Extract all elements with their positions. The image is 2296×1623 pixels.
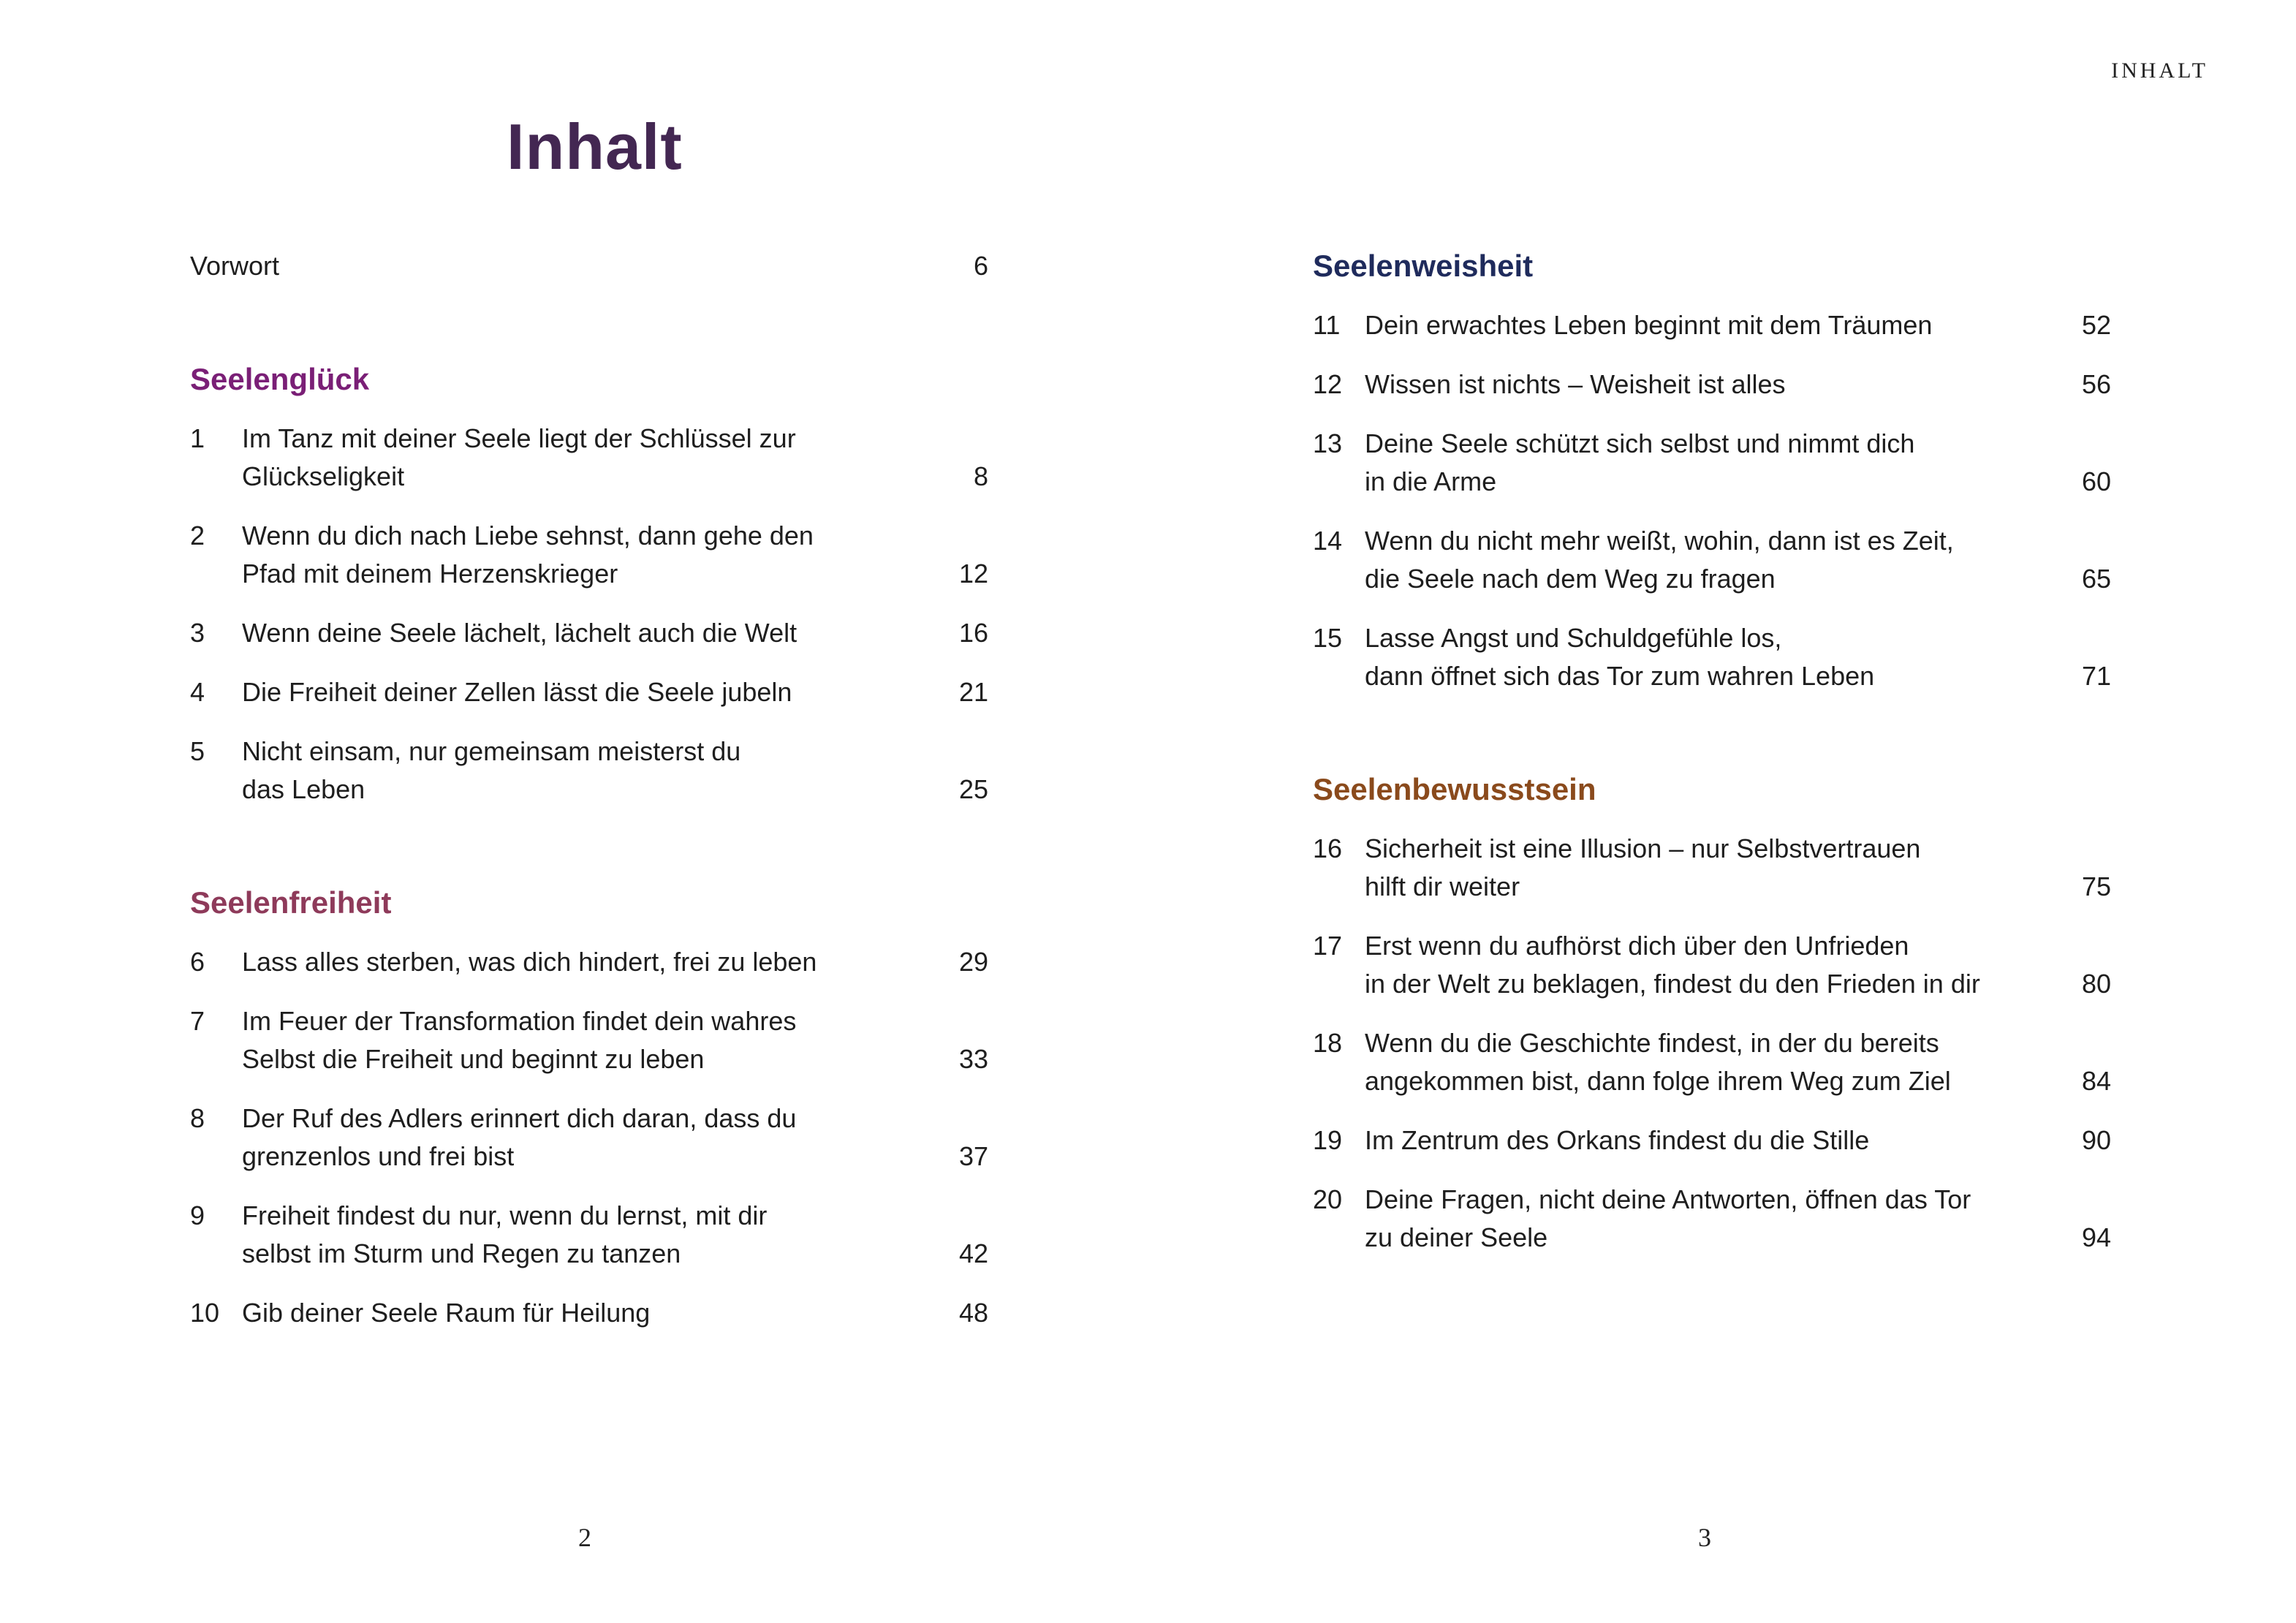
toc-entry[interactable] [190,733,988,809]
toc-entry-page: 56 [2081,369,2111,399]
toc-entry-title-line: Wenn deine Seele lächelt, lächelt auch die Welt [242,618,797,648]
toc-entry-page: 80 [2081,969,2111,999]
toc-entry-title-line: Im Zentrum des Orkans findest du die Stille [1365,1125,1870,1155]
toc-entry-title [1365,425,2031,501]
toc-entry-number: 13 [1313,428,1343,458]
toc-entry-title [242,673,908,711]
toc-entry-number: 19 [1313,1125,1343,1155]
toc-entry-title [1365,522,2031,598]
toc-entry[interactable] [1313,619,2111,695]
toc-entry-title-line: das Leben [242,774,365,804]
toc-entry-title-line: Der Ruf des Adlers erinnert dich daran, dass du [242,1103,797,1133]
toc-entry[interactable] [1313,306,2111,344]
toc-entry-page: 71 [2081,661,2111,691]
toc-entry[interactable] [190,420,988,496]
toc-entry-title-line: Deine Fragen, nicht deine Antworten, öffnen das Tor [1365,1184,1971,1214]
toc-entry-title-line: Gib deiner Seele Raum für Heilung [242,1298,651,1328]
toc-entry-page: 8 [973,461,988,491]
toc-entry-title-line: dann öffnet sich das Tor zum wahren Leben [1365,661,1875,691]
toc-entry-title: Vorwort [190,251,280,281]
toc-entry-number: 1 [190,423,205,453]
toc-section [1313,771,2111,1257]
toc-entry[interactable] [1313,1024,2111,1100]
toc-entry-vorwort[interactable] [190,247,988,285]
toc-entry[interactable] [1313,1181,2111,1257]
toc-entry-title [242,1002,908,1078]
toc-entry-title-line: in der Welt zu beklagen, findest du den Frieden in dir [1365,969,1980,999]
toc-entry-page: 21 [958,677,988,707]
toc-entry-page: 94 [2081,1222,2111,1252]
toc-entry-title-line: selbst im Sturm und Regen zu tanzen [242,1238,681,1268]
toc-entry-title [1365,1121,2031,1159]
toc-entry[interactable] [190,1002,988,1078]
page-title: Inhalt [507,110,683,183]
toc-entry-page: 42 [958,1238,988,1268]
toc-entry[interactable] [190,1100,988,1176]
toc-entry-title-line: hilft dir weiter [1365,871,1520,901]
toc-entry-page: 90 [2081,1125,2111,1155]
toc-entry-title [242,1100,908,1176]
section-heading: Seelenfreiheit [190,885,392,920]
toc-entry-title-line: Wissen ist nichts – Weisheit ist alles [1365,369,1786,399]
toc-entry-title [242,614,908,652]
toc-entry-title-line: Dein erwachtes Leben beginnt mit dem Träumen [1365,310,1933,340]
toc-entry[interactable] [190,517,988,593]
toc-entry-title [1365,366,2031,404]
toc-entry-page: 37 [958,1141,988,1171]
toc-entry-title-line: Pfad mit deinem Herzenskrieger [242,559,618,589]
toc-section [190,360,988,809]
section-heading: Seelenbewusstsein [1313,772,1596,806]
toc-entry-title [242,733,908,809]
toc-entry[interactable] [190,614,988,652]
toc-entry-page: 75 [2081,871,2111,901]
toc-entry-title [1365,619,2031,695]
toc-entry-title [242,517,908,593]
section-heading: Seelenweisheit [1313,249,1534,283]
toc-entry-number: 7 [190,1006,205,1036]
page-number-left: 2 [578,1523,591,1552]
toc-entry-title [242,1294,908,1332]
toc-entry-title-line: Sicherheit ist eine Illusion – nur Selbstvertrauen [1365,833,1921,863]
toc-entry-title [1365,1024,2031,1100]
toc-entry[interactable] [1313,927,2111,1003]
toc-entry-title [1365,830,2031,906]
toc-entry-number: 12 [1313,369,1343,399]
toc-entry[interactable] [1313,1121,2111,1159]
toc-entry-title-line: Im Feuer der Transformation findet dein wahres [242,1006,797,1036]
toc-section [1313,247,2111,695]
toc-left-column [190,247,988,1353]
toc-entry-title-line: in die Arme [1365,466,1497,496]
toc-entry-title-line: Erst wenn du aufhörst dich über den Unfrieden [1365,931,1909,961]
toc-entry-number: 15 [1313,623,1343,653]
section-heading: Seelenglück [190,362,370,396]
toc-entry-title-line: Freiheit findest du nur, wenn du lernst, mit dir [242,1200,768,1230]
toc-entry-title [242,943,908,981]
toc-entry-page: 33 [958,1044,988,1074]
toc-entry-number: 17 [1313,931,1343,961]
toc-entry-page: 52 [2081,310,2111,340]
toc-entry-page: 60 [2081,466,2111,496]
toc-entry-title-line: Nicht einsam, nur gemeinsam meisterst du [242,736,741,766]
toc-entry-page: 25 [958,774,988,804]
toc-entry-title-line: Deine Seele schützt sich selbst und nimmt dich [1365,428,1915,458]
toc-entry-title-line: Lasse Angst und Schuldgefühle los, [1365,623,1782,653]
toc-entry-number: 2 [190,521,205,551]
toc-entry-title [242,1197,908,1273]
page-number-right: 3 [1698,1523,1711,1552]
toc-entry-title [1365,927,2031,1003]
toc-entry-title-line: Wenn du dich nach Liebe sehnst, dann gehe den [242,521,814,551]
toc-entry-title-line: die Seele nach dem Weg zu fragen [1365,564,1776,594]
toc-section [190,884,988,1332]
toc-entry-title-line: Lass alles sterben, was dich hindert, frei zu leben [242,947,817,977]
running-head: INHALT [2111,58,2208,83]
toc-entry[interactable] [1313,366,2111,404]
toc-entry-title-line: Im Tanz mit deiner Seele liegt der Schlüssel zur [242,423,796,453]
toc-entry-page: 48 [958,1298,988,1328]
toc-entry[interactable] [1313,830,2111,906]
toc-entry-title-line: zu deiner Seele [1365,1222,1548,1252]
toc-entry-number: 11 [1313,310,1341,340]
toc-entry-title-line: Selbst die Freiheit und beginnt zu leben [242,1044,705,1074]
toc-entry-number: 9 [190,1200,205,1230]
toc-entry[interactable] [1313,425,2111,501]
toc-entry-number: 4 [190,677,205,707]
toc-right-column [1313,247,2111,1278]
toc-entry-title-line: Glückseligkeit [242,461,405,491]
toc-entry-page: 84 [2081,1066,2111,1096]
toc-entry-title [1365,1181,2031,1257]
toc-entry-number: 10 [190,1298,220,1328]
toc-entry-title-line: Wenn du die Geschichte findest, in der du bereits [1365,1028,1939,1058]
toc-entry-page: 6 [973,251,988,281]
toc-entry-number: 8 [190,1103,205,1133]
toc-entry-number: 18 [1313,1028,1343,1058]
toc-entry[interactable] [190,1294,988,1332]
toc-entry-page: 65 [2081,564,2111,594]
toc-entry-number: 14 [1313,526,1343,556]
toc-entry[interactable] [190,1197,988,1273]
toc-entry-page: 16 [958,618,988,648]
toc-entry-title [1365,306,2031,344]
toc-entry-title-line: Wenn du nicht mehr weißt, wohin, dann ist es Zeit, [1365,526,1954,556]
toc-entry-number: 16 [1313,833,1343,863]
toc-entry-number: 3 [190,618,205,648]
toc-entry-number: 20 [1313,1184,1343,1214]
toc-entry[interactable] [190,673,988,711]
toc-entry-number: 6 [190,947,205,977]
toc-entry-title-line: angekommen bist, dann folge ihrem Weg zum Ziel [1365,1066,1951,1096]
toc-entry-page: 12 [958,559,988,589]
toc-entry[interactable] [190,943,988,981]
toc-entry[interactable] [1313,522,2111,598]
toc-entry-number: 5 [190,736,205,766]
toc-entry-page: 29 [958,947,988,977]
toc-entry-title-line: Die Freiheit deiner Zellen lässt die Seele jubeln [242,677,792,707]
toc-entry-title [242,420,908,496]
toc-entry-title-line: grenzenlos und frei bist [242,1141,515,1171]
